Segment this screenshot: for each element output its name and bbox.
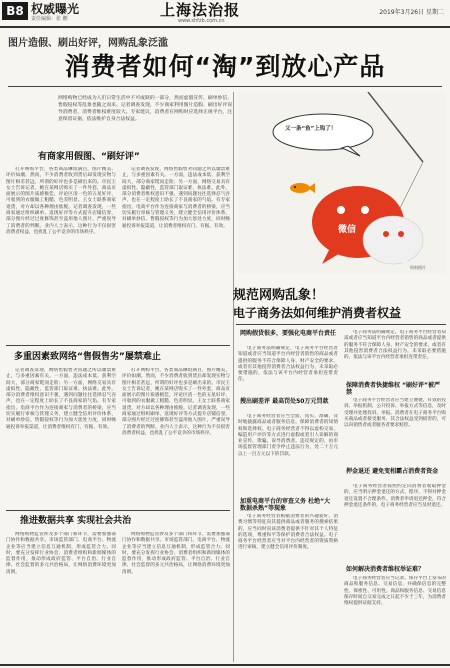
headline-kicker: 图片造假、刷出好评，网购乱象泛滥 (8, 38, 168, 49)
right-body-continued: 电子商务法明确规定，电子商务平台经营者知道或者应当知道平台内经营者销售的商品或者提供的服务不符合保障人身、财产安全的要求，或者有其他侵害消费者合法权益行为，未采取必要措施的，依法与该平台内经营者承担连带责任。 (344, 330, 446, 361)
right-body-evidence: 电子商务经营者应当记录、保存平台上发布的商品和服务信息、交易信息，并确保信息的完整性、保密性、可用性。商品和服务信息、交易信息保存时间自交易完成之日起不少于三年，为消费者维权提供证据支持。 (344, 576, 446, 607)
wechat-fishing-illustration (238, 92, 446, 274)
issue-date: 2019年3月26日 星期二 (379, 9, 444, 16)
right-headline-1: 规范网购乱象！ (233, 288, 325, 303)
page-number-badge: B8 (2, 2, 28, 20)
right-body-big-data: 电子商务经营者根据消费者的兴趣爱好、消费习惯等特征向其提供商品或者服务的搜索结果的，应当同时向该消费者提供不针对其个人特征的选项，尊重和平等保护消费者合法权益。电子商务平台经营者应当对平台内经营者的资质资格进行审核，建立健全信用评价制度。 (238, 514, 338, 551)
section-body-data-sharing-col1: 网络购物监管涉及多个部门和环节，需要加强部门协作和数据共享。市场监管部门、电商平台、物流企业等应当建立信息互通机制，形成监管合力。同时，要充分发挥行业协会、消费者组织和新闻媒体的监督作用，推动形成政府监管、平台自治、行业自律、社会监督的多元共治格局，让网络消费环境更加清朗。 (6, 532, 116, 575)
section-body-fake-reviews-col1: 打开网购平台，各类商品琳琅满目，图片精美、评价如潮。然而，不少消费者收到货后却发现实物与图片相差甚远，所谓的好评也多是刷出来的。市民王女士告诉记者，她在某网店购买了一件外套，商品页面展示的图片质感极佳，评论区清一色的五星好评，可收到的衣服做工粗糙、色差明显。王女士联系商家退货，对方却以各种理由推脱。记者调查发现，一些商家通过组织刷单、返现好评等方式提升店铺信誉，部分图片经过过度修饰甚至盗用他人图片，严重误导了消费者的判断。业内人士表示，这种行为不仅损害消费者权益，也扰乱了公平竞争的市场秩序。 (6, 167, 116, 235)
newspaper-logo: 上海法治报 (160, 1, 241, 19)
illustration (238, 92, 446, 274)
headline-rule (8, 86, 442, 87)
right-body-fine: 电子商务经营者应当全面、真实、准确、及时地披露商品或者服务信息，保障消费者的知情权和选择权。电子商务经营者不得以虚构交易、编造用户评价等方式进行虚假或者引人误解的商业宣传，欺骗、误导消费者。违反规定的，由市场监督管理部门责令停止违法行为，处二十万元以上一百万元以下的罚款。 (238, 414, 338, 457)
main-headline: 消费者如何“淘”到放心产品 (64, 52, 386, 81)
footer-rule (0, 664, 450, 666)
section-heading-counterfeit: 多重因素致网络“售假售劣”屡禁难止 (14, 352, 161, 362)
section-heading-data-sharing: 推进数据共享 实现社会共治 (20, 516, 132, 526)
right-body-deposit: 电子商务经营者按照约定向消费者收取押金的，应当明示押金退还的方式、程序，不得对押金退还设置不合理条件。消费者申请退还押金，符合押金退还条件的，电子商务经营者应当及时退还。 (344, 484, 446, 508)
right-subhead-deposit: 押金退还 避免变相霸占消费者资金 (346, 468, 439, 475)
illustration-caption-bubble: 又一条“鱼”上钩了！ (285, 126, 337, 132)
right-headline-2: 电子商务法如何维护消费者权益 (233, 306, 402, 320)
section-body-counterfeit-col2: 打开网购平台，各类商品琳琅满目，图片精美、评价如潮。然而，不少消费者收到货后却发现实物与图片相差甚远，所谓的好评也多是刷出来的。市民王女士告诉记者，她在某网店购买了一件外套，商品页面展示的图片质感极佳，评论区清一色的五星好评，可收到的衣服做工粗糙、色差明显。王女士联系商家退货，对方却以各种理由推脱。记者调查发现，一些商家通过组织刷单、返现好评等方式提升店铺信誉，部分图片经过过度修饰甚至盗用他人图片，严重误导了消费者的判断。业内人士表示，这种行为不仅损害消费者权益，也扰乱了公平竞争的市场秩序。 (122, 368, 230, 436)
section-rule (6, 345, 230, 346)
right-subhead-platform-liability: 网购假货很多，要强化电商平台责任 (240, 330, 337, 337)
newspaper-url: www.shfzb.com.cn (178, 18, 225, 24)
right-subhead-quick-rights: 保障消费者快捷维权 “刷好评”被严禁 (346, 382, 440, 396)
right-body-platform-liability: 电子商务法明确规定，电子商务平台经营者知道或者应当知道平台内经营者销售的商品或者提供的服务不符合保障人身、财产安全的要求，或者有其他侵害消费者合法权益行为，未采取必要措施的，依法与该平台内经营者承担连带责任。 (238, 346, 338, 383)
right-subhead-big-data: 加重电商平台的审查义务 杜绝“大数据杀熟”等现象 (240, 498, 331, 512)
section-body-counterfeit-col1: 记者调查发现，网络售假售劣问题之所以屡禁难止，与多重因素有关。一方面，违法成本低、获利空间大，部分商家铤而走险；另一方面，网络交易具有虚拟性、隐蔽性，监管部门取证难、执法难。此外，部分消费者维权意识不强，遇到问题往往选择忍气吞声，也在一定程度上助长了不良商家的气焰。有专家指出，电商平台作为连接商家与消费者的桥梁，应当切实履行审核与管理义务，建立健全信用评价体系，对刷单炒信、售假侵权等行为加大惩处力度，同时畅通投诉举报渠道，让消费者维权有门、有据、有效。 (6, 368, 116, 430)
column-divider (233, 92, 234, 662)
photo-credit: 资料图片 (410, 265, 426, 270)
right-subhead-evidence: 如何解决消费者维权举证难？ (346, 566, 425, 573)
section-name: 权威曝光 (31, 2, 80, 16)
illustration-wechat-text: 微信 (338, 225, 357, 235)
section-body-data-sharing-col2: 网络购物监管涉及多个部门和环节，需要加强部门协作和数据共享。市场监管部门、电商平台、物流企业等应当建立信息互通机制，形成监管合力。同时，要充分发挥行业协会、消费者组织和新闻媒体的监督作用，推动形成政府监管、平台自治、行业自律、社会监督的多元共治格局，让网络消费环境更加清朗。 (122, 532, 230, 575)
lead-paragraph: 网络购物已经成为人们日常生活中不可或缺的一部分，然而虚假宣传、刷单炒信、售假侵权等乱象也随之而来。记者调查发现，不少商家利用图片造假、刷出好评误导消费者，消费者维权难度较大。专家建议，消费者在网购时应选择正规平台，注意保留证据，依法维护自身合法权益。 (58, 96, 232, 122)
section-rule (6, 510, 230, 511)
right-headline-rule (236, 324, 446, 325)
section-body-fake-reviews-col2: 记者调查发现，网络售假售劣问题之所以屡禁难止，与多重因素有关。一方面，违法成本低、获利空间大，部分商家铤而走险；另一方面，网络交易具有虚拟性、隐蔽性，监管部门取证难、执法难。此外，部分消费者维权意识不强，遇到问题往往选择忍气吞声，也在一定程度上助长了不良商家的气焰。有专家指出，电商平台作为连接商家与消费者的桥梁，应当切实履行审核与管理义务，建立健全信用评价体系，对刷单炒信、售假侵权等行为加大惩处力度，同时畅通投诉举报渠道，让消费者维权有门、有据、有效。 (122, 167, 230, 229)
section-heading-fake-reviews: 有商家用假图、“刷好评” (38, 152, 140, 162)
right-subhead-fine: 搜出刷差评 最高罚处50万元罚款 (240, 398, 329, 405)
section-editor: 责任编辑：张 鹏 (31, 16, 68, 22)
right-body-quick-rights: 电子商务平台经营者应当建立便捷、有效的投诉、举报机制，公开投诉、举报方式等信息，及时受理并处理投诉、举报。消费者在电子商务平台购买商品或者接受服务，其合法权益受到损害的，可以向销售者或者服务者要求赔偿。 (344, 398, 446, 429)
